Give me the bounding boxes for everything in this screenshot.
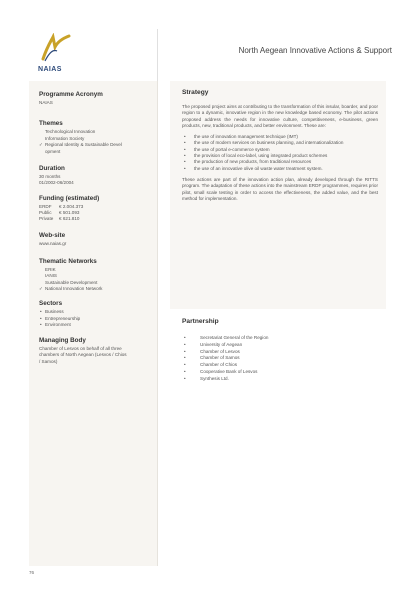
themes-section bbox=[39, 120, 147, 155]
theme-item-checked: ✓ Regional Identity & Sustainable Devel bbox=[39, 142, 147, 148]
partnership-section bbox=[182, 318, 382, 383]
themes-heading: Themes bbox=[39, 120, 63, 128]
website-section bbox=[39, 232, 147, 247]
network-item-checked: ✓ National Innovation Network bbox=[39, 286, 147, 292]
acronym-heading: Programme Acronym bbox=[39, 91, 103, 98]
partner-item: • Chamber of Chios bbox=[182, 362, 382, 369]
strategy-bullet: • the use of modern services on business planning, and internationalization bbox=[182, 140, 378, 146]
funding-key: Private bbox=[39, 216, 54, 222]
funding-value: € 621.810 bbox=[59, 216, 80, 222]
networks-section bbox=[39, 258, 147, 293]
page-title: North Aegean Innovative Actions & Support bbox=[238, 46, 392, 55]
logo-text: NAIAS bbox=[38, 66, 62, 73]
strategy-list bbox=[182, 134, 378, 172]
partner-item: • Cooperative Bank of Lesvos bbox=[182, 369, 382, 376]
acronym-value: NAIAS bbox=[39, 100, 53, 105]
sector-item: • Entrepreneurship bbox=[39, 316, 147, 322]
partner-item: • Secretariat General of the Region bbox=[182, 335, 382, 342]
duration-section bbox=[39, 165, 147, 187]
duration-dates: 01/2002-06/2004 bbox=[39, 180, 74, 186]
website-link[interactable]: www.naias.gr bbox=[39, 241, 67, 247]
network-item: ERIK bbox=[45, 266, 56, 272]
funding-heading: Funding (estimated) bbox=[39, 194, 100, 202]
strategy-bullet: • the provision of local eco-label, using integrated product schemes bbox=[182, 153, 378, 159]
partner-item: • Chamber of Lesvos bbox=[182, 349, 382, 356]
partnership-heading: Partnership bbox=[182, 318, 219, 325]
funding-value: € 2.004.373 bbox=[59, 203, 84, 209]
partner-item: • University of Aegean bbox=[182, 342, 382, 349]
managing-line: chambers of North Aegean (Lesvos / Chios bbox=[39, 352, 127, 358]
theme-item: Technological Innovation bbox=[45, 129, 96, 135]
sectors-section bbox=[39, 300, 147, 328]
main-content bbox=[157, 81, 397, 566]
network-item: Sustainable Development bbox=[45, 279, 98, 285]
strategy-closing: These actions are part of the innovation action plan, already developed through the RITTS program. The adaptation of these actions into the mainstream ERDF programmes, requires prior pilot, small scale testing in order to access the effectiveness, the added value, and the best method for implementation. bbox=[182, 176, 378, 201]
strategy-heading: Strategy bbox=[182, 89, 209, 96]
strategy-bullet: • the production of new products, from traditional resources bbox=[182, 159, 378, 165]
partner-item: • Synthesis Ltd. bbox=[182, 376, 382, 383]
acronym-section bbox=[39, 91, 147, 106]
funding-key: ERDF bbox=[39, 203, 52, 209]
sidebar-info bbox=[29, 81, 157, 566]
partnership-list bbox=[182, 335, 382, 383]
header-band bbox=[157, 29, 397, 81]
strategy-bullet: • the use of portal e-commerce system bbox=[182, 147, 378, 153]
naias-logo-icon bbox=[39, 33, 73, 63]
duration-heading: Duration bbox=[39, 165, 65, 173]
page-number: 76 bbox=[29, 570, 35, 575]
theme-item-checked-cont: opment bbox=[45, 148, 61, 154]
networks-heading: Thematic Networks bbox=[39, 257, 97, 265]
managing-section bbox=[39, 337, 147, 365]
website-heading: Web-site bbox=[39, 232, 66, 240]
sectors-heading: Sectors bbox=[39, 300, 63, 308]
managing-line: / Samos) bbox=[39, 358, 58, 364]
sector-item: • Business bbox=[39, 309, 147, 315]
managing-line: Chamber of Lesvos on behalf of all three bbox=[39, 345, 122, 351]
partner-item: • Chamber of Samos bbox=[182, 355, 382, 362]
strategy-bullet: • the use of innovation management technique (IMT) bbox=[182, 134, 378, 140]
strategy-section bbox=[170, 81, 386, 309]
sector-item: • Environment bbox=[39, 322, 147, 328]
funding-value: € 501.093 bbox=[59, 210, 80, 216]
strategy-bullet: • the use of an innovative olive oil waste water treatment system. bbox=[182, 166, 378, 172]
funding-key: Public bbox=[39, 210, 52, 216]
strategy-intro: The proposed project aims at contributing to the transformation of this insular, boarder, and poor region to a dynamic, innovative region in the new knowledge based economy. The pilot actions proposed address the needs for innovative culture, competitiveness, e-business, green products, new, traditional products, and better environment. These are: bbox=[182, 104, 378, 128]
logo bbox=[29, 29, 157, 81]
network-item: IANIS bbox=[45, 273, 57, 279]
funding-row bbox=[39, 216, 147, 222]
duration-months: 30 months bbox=[39, 174, 61, 180]
theme-item: Information Society bbox=[45, 135, 85, 141]
funding-section bbox=[39, 195, 147, 223]
managing-heading: Managing Body bbox=[39, 336, 86, 344]
